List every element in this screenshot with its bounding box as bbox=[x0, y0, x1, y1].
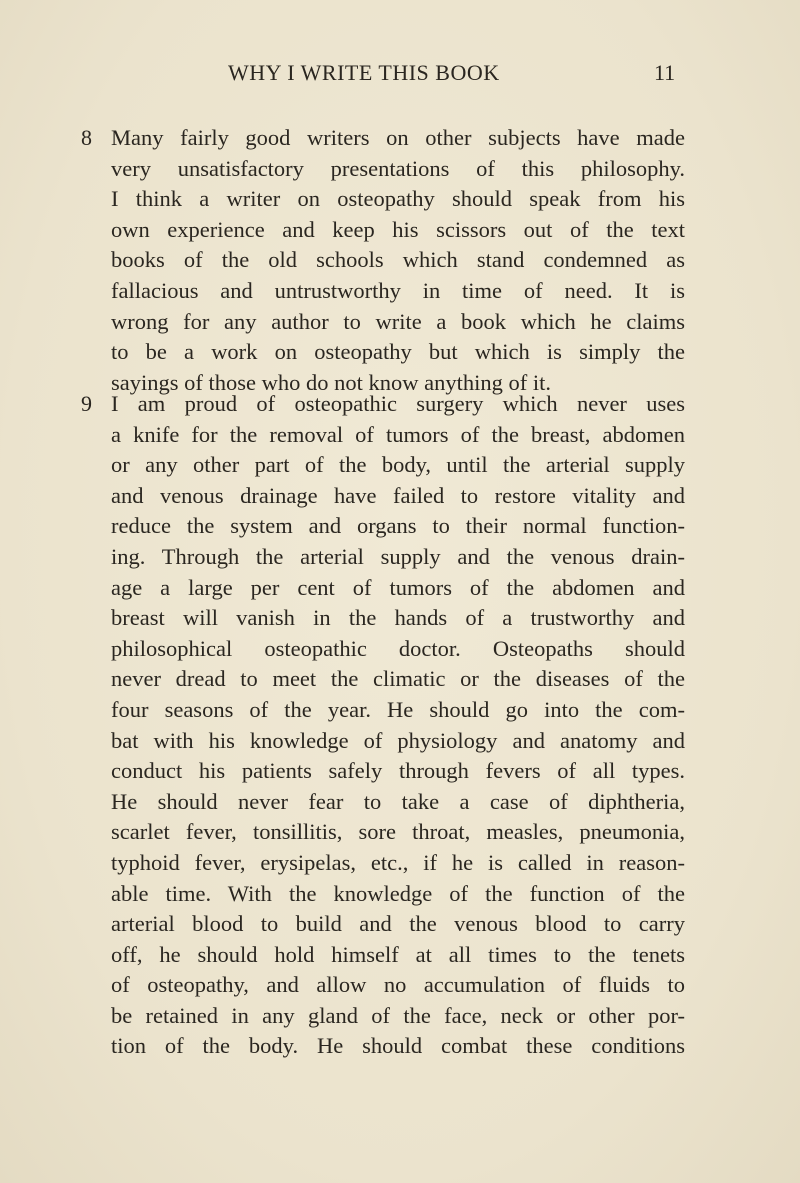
text-line: I am proud of osteopathic surgery which never uses bbox=[111, 391, 685, 416]
text-line: bat with his knowledge of physiology and anatomy and bbox=[111, 727, 685, 753]
paragraph-number: 9 bbox=[81, 391, 92, 416]
text-line: off, he should hold himself at all times to the tenets bbox=[111, 941, 685, 967]
text-line: of osteopathy, and allow no accumulation of fluids to bbox=[111, 972, 685, 998]
text-line: wrong for any author to write a book which he claims bbox=[111, 308, 685, 334]
text-line: age a large per cent of tumors of the abdomen and bbox=[111, 574, 685, 600]
text-line: never dread to meet the climatic or the diseases of the bbox=[111, 666, 685, 692]
paragraph-number: 8 bbox=[81, 125, 92, 150]
text-line: breast will vanish in the hands of a trustworthy and bbox=[111, 605, 685, 631]
text-line: Many fairly good writers on other subjects have made bbox=[111, 125, 685, 150]
text-line: to be a work on osteopathy but which is simply the bbox=[111, 339, 685, 365]
text-line: I think a writer on osteopathy should speak from his bbox=[111, 186, 685, 212]
paragraph-8 bbox=[81, 123, 685, 398]
text-line: typhoid fever, erysipelas, etc., if he is called in reason- bbox=[111, 849, 685, 875]
text-line: be retained in any gland of the face, neck or other por- bbox=[111, 1002, 685, 1028]
text-line: a knife for the removal of tumors of the breast, abdomen bbox=[111, 421, 685, 447]
text-line: able time. With the knowledge of the function of the bbox=[111, 880, 685, 906]
text-line: He should never fear to take a case of diphtheria, bbox=[111, 788, 685, 814]
paragraph-9 bbox=[81, 389, 685, 1062]
text-line: arterial blood to build and the venous blood to carry bbox=[111, 911, 685, 937]
text-line: four seasons of the year. He should go into the com- bbox=[111, 696, 685, 722]
text-line: scarlet fever, tonsillitis, sore throat, measles, pneumonia, bbox=[111, 819, 685, 845]
running-head bbox=[0, 60, 800, 90]
page-number: 11 bbox=[654, 60, 676, 85]
text-line: and venous drainage have failed to restore vitality and bbox=[111, 482, 685, 508]
text-line: philosophical osteopathic doctor. Osteopaths should bbox=[111, 635, 685, 661]
text-line: reduce the system and organs to their normal function- bbox=[111, 513, 685, 539]
text-line: books of the old schools which stand condemned as bbox=[111, 247, 685, 273]
text-line: fallacious and untrustworthy in time of need. It is bbox=[111, 277, 685, 303]
running-title: WHY I WRITE THIS BOOK bbox=[228, 60, 500, 85]
text-line: or any other part of the body, until the arterial supply bbox=[111, 452, 685, 478]
text-line: ing. Through the arterial supply and the venous drain- bbox=[111, 543, 685, 569]
text-line: conduct his patients safely through fevers of all types. bbox=[111, 758, 685, 784]
text-line: very unsatisfactory presentations of this philosophy. bbox=[111, 155, 685, 181]
text-line: own experience and keep his scissors out of the text bbox=[111, 216, 685, 242]
text-line: tion of the body. He should combat these conditions bbox=[111, 1033, 685, 1059]
text-line: sayings of those who do not know anything of it. bbox=[111, 369, 551, 395]
